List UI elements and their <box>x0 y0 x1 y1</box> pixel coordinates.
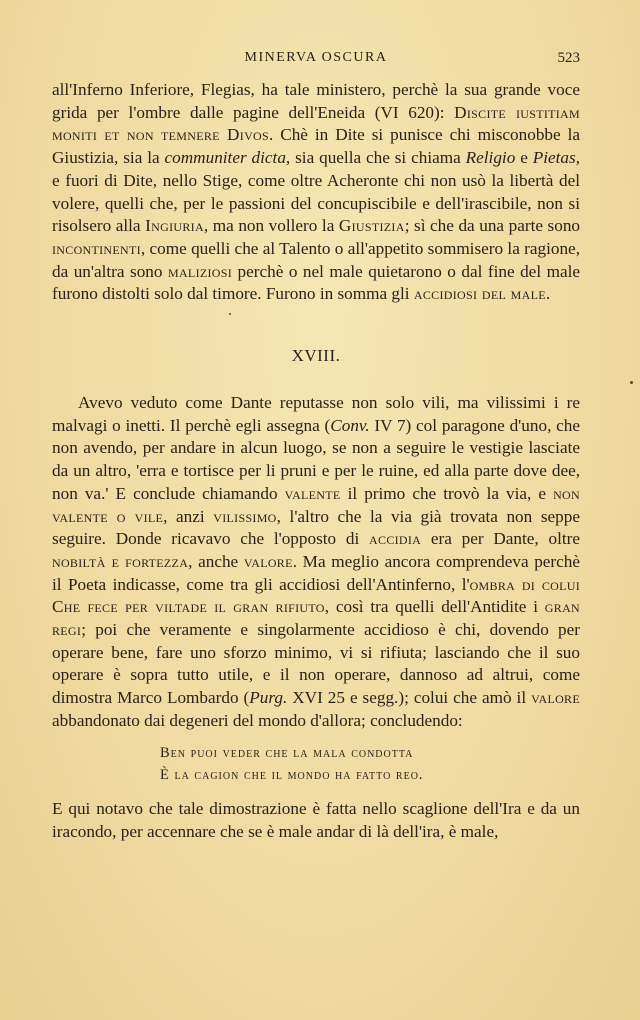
section-heading: XVIII. <box>291 346 341 365</box>
text: , come quelli che al Talento o all'appetito sommisero la ragione, da un'altra sono <box>52 238 580 281</box>
text: , anche <box>188 551 244 571</box>
paragraph-final <box>52 798 580 843</box>
text: , l'altro che la via già trovata non seppe seguire. Donde ricavavo che l'opposto di <box>52 506 580 549</box>
text: , così tra quelli dell'Antidite i <box>324 597 545 617</box>
text: XVI 25 e segg.); colui che amò il <box>287 688 532 708</box>
smallcaps-term: nobiltà e fortezza <box>52 551 189 571</box>
ink-speck <box>229 313 231 315</box>
italic-term: communiter dicta, <box>164 148 291 168</box>
text: abbandonato dai degeneri del mondo d'allora; concludendo: <box>52 710 463 730</box>
italic-term: Religio <box>465 148 516 168</box>
running-title: MINERVA OSCURA <box>244 50 388 65</box>
smallcaps-term: valente <box>284 483 341 503</box>
text: E qui notavo che tale dimostrazione è fatta nello scaglione dell'Ira e da un iracondo, per accennare che se è male andar di là dell'ira, è male, <box>52 799 580 841</box>
text: , ma non vollero la <box>203 216 339 236</box>
smallcaps-term: incontinenti <box>52 238 141 258</box>
smallcaps-term: vilissimo <box>213 506 277 526</box>
smallcaps-term: Ingiuria <box>145 216 204 236</box>
text: era per Dante, oltre <box>421 529 580 549</box>
italic-term: Conv. <box>330 415 370 435</box>
smallcaps-term: valore <box>531 688 580 708</box>
text: , anzi <box>163 506 214 526</box>
text: e <box>515 148 533 168</box>
text: sia quella che si chiama <box>290 148 466 168</box>
text: il primo che trovò la via, e <box>340 483 554 503</box>
smallcaps-term: Giustizia <box>338 216 405 236</box>
text: perchè o nel male quietarono o dal fine del male furono distolti solo dal timore. Furono in somma gli <box>52 261 580 304</box>
latin-quote: Discite iustitiam moniti et non temnere Divos <box>52 102 580 145</box>
page-header <box>52 50 580 72</box>
smallcaps-term: gran regi <box>52 597 580 640</box>
text: . Chè in Dite si punisce chi misconobbe la Giustizia, sia la <box>52 125 580 168</box>
ink-speck <box>630 381 633 384</box>
smallcaps-term: maliziosi <box>168 261 233 281</box>
paragraph-continued <box>52 79 580 306</box>
text: . <box>545 284 551 304</box>
text: . Ma meglio ancora comprendeva perchè il Poeta indicasse, come tra gli accidiosi dell'Antinferno, l' <box>52 551 580 594</box>
italic-term: Pietas, <box>532 148 580 168</box>
italic-term: Purg. <box>249 688 288 708</box>
smallcaps-term: accidia <box>369 529 422 549</box>
verse-line-1: Ben puoi veder che la mala condotta <box>160 745 414 761</box>
text: ; poi che veramente e singolarmente accidioso è chi, dovendo per operare bene, fare uno sforzo minimo, vi si rifiuta; lasciando che il suo operare è sopra tutto utile, e il non operare, dannoso ad altrui, come dimostra Marco Lombardo ( <box>52 620 580 708</box>
verse-line-2: È la cagion che il mondo ha fatto reo. <box>160 767 424 783</box>
smallcaps-term: valore <box>243 551 293 571</box>
text: ; sì che da una parte sono <box>404 216 581 236</box>
verse-quotation <box>160 742 540 786</box>
text: e fuori di Dite, nello Stige, come oltre Acheronte chi non usò la libertà del volere, quelli che, per le passioni del concupiscibile e dell'irascibile, non si risolsero alla <box>52 170 580 236</box>
smallcaps-term: accidiosi del male <box>413 284 546 304</box>
smallcaps-term: non valente o vile <box>52 483 580 526</box>
text: Avevo veduto come Dante reputasse non solo vili, ma vilissimi i re malvagi o inetti. Il perchè egli assegna ( <box>52 393 580 435</box>
paragraph-main <box>52 392 580 733</box>
page-number: 523 <box>557 50 580 66</box>
text: IV 7) col paragone d'uno, che non avendo, per andare in alcun luogo, se non a seguire le vestigie lasciate da un altro, 'erra e tortisce per li pruni e per le ruine, ed alla parte dove dee, non va.' E conclude chiamando <box>52 415 580 503</box>
smallcaps-term: ombra di colui Che fece per viltade il gran rifiuto <box>52 574 580 617</box>
text: all'Inferno Inferiore, Flegias, ha tale ministero, perchè la sua grande voce grida per l'ombre dalle pagine dell'Eneida (VI 620): <box>52 80 580 122</box>
